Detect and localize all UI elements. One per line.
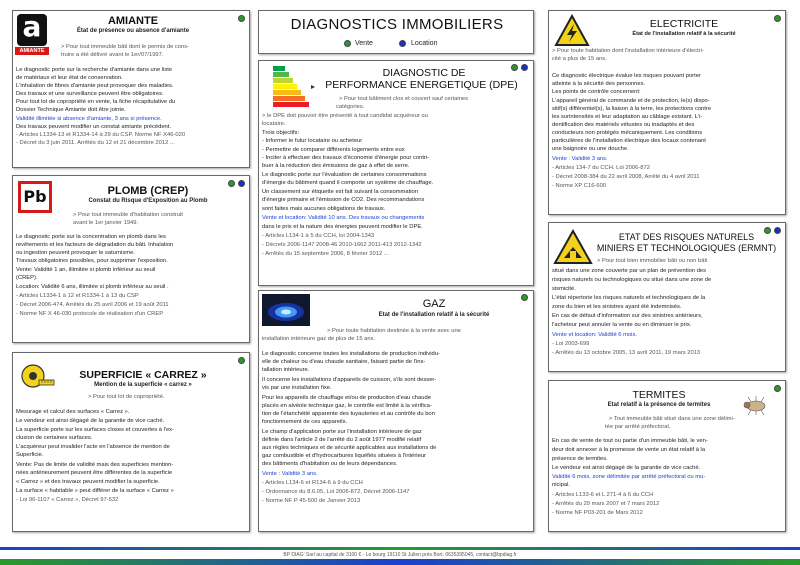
- electricite-line: les surintensités et leur adaptation au câblage existant. L'i-: [552, 114, 703, 120]
- electricite-line: Les points de contrôle concernent:: [552, 89, 641, 95]
- dpe-line: - Inciter à effectuer des travaux d'économie d'énergie pour contri-: [262, 155, 430, 161]
- superficie-title: SUPERFICIE « CARREZ »: [79, 369, 207, 381]
- ermnt-line: L'état répertorie les risques naturels et technologiques de la: [552, 295, 706, 301]
- electricite-subtitle: État de l'installation relatif à la sécurité: [632, 31, 736, 37]
- electricite-line: particulières de l'installation électrique des locaux contenant: [552, 138, 706, 144]
- dpe-line: d'énergie du bâtiment quand il comporte un système de chauffage.: [262, 180, 434, 186]
- termites-line: tée par arrêté préfectoral.: [605, 424, 671, 430]
- dpe-line: locataire.: [262, 121, 286, 127]
- plomb-subtitle: Constat du Risque d'Exposition au Plomb: [88, 198, 208, 204]
- plomb-section: [12, 175, 250, 343]
- gaz-line: fonctionnement de ces appareils.: [262, 419, 348, 425]
- dpe-line: - Informer le futur locataire ou acheteur: [262, 138, 363, 144]
- amiante-title: AMIANTE: [107, 15, 159, 27]
- amiante-subtitle: État de présence ou absence d'amiante: [76, 28, 190, 34]
- gaz-line: des bâtiments d'habitation ou de leurs dépendances.: [262, 461, 398, 467]
- vente-dot: [774, 15, 781, 22]
- gaz-line: Pour les appareils de chauffage et/ou de production d'eau chaude: [262, 395, 431, 401]
- gaz-line: tallation intérieure.: [262, 367, 310, 373]
- superficie-section: [12, 352, 250, 532]
- plomb-reference: - Articles L1334-1 à 12 et R1334-1 à 13 du CSP: [16, 293, 139, 299]
- location-dot: [521, 64, 528, 71]
- dpe-title-line2: PERFORMANCE ENERGETIQUE (DPE): [325, 79, 518, 91]
- amiante-reference: - Articles L1334-13 et R1334-14 à 29 du CSP. Norme NF X46-020: [16, 132, 186, 138]
- termites-line: > Tout immeuble bâti situé dans une zone délimi-: [609, 416, 735, 422]
- vente-dot: [238, 15, 245, 22]
- superficie-subtitle: Mention de la superficie « carrez »: [94, 382, 192, 388]
- amiante-line: L'inhalation de fibres d'amiante peut provoquer des maladies.: [16, 83, 174, 89]
- dpe-line: Trois objectifs:: [262, 130, 300, 136]
- vente-dot: [521, 294, 528, 301]
- plomb-reference: - Décret 2006-474, Arrêtés du 25 avril 2006 et 19 août 2011: [16, 302, 169, 308]
- legend-location-dot: [399, 40, 406, 47]
- footer-stripe: [0, 547, 800, 550]
- gaz-validity: Vente : Validité 3 ans.: [262, 471, 318, 477]
- termites-line: nicipal.: [552, 482, 571, 488]
- plomb-line: Le diagnostic porte sur la concentration en plomb dans les: [16, 234, 166, 240]
- electricite-line: une baignoire ou une douche.: [552, 146, 629, 152]
- legend-vente-dot: [344, 40, 351, 47]
- dpe-validity: Vente et location: Validité 10 ans. Des travaux ou changements: [262, 215, 425, 221]
- footer: [0, 547, 800, 565]
- amiante-line: de matériaux et leur état de conservation.: [16, 75, 123, 81]
- termites-title: TERMITES: [632, 389, 686, 401]
- ermnt-line: zone du bien et les sinistres ayant été indemnisés.: [552, 304, 682, 310]
- electricite-line: conducteurs non protégés mécaniquement. Les conditions: [552, 130, 703, 136]
- termites-reference: - Norme NF P03-201 de Mars 2012: [552, 510, 643, 516]
- ermnt-line: En cas de défaut d'information sur des sinistres antérieurs,: [552, 313, 703, 319]
- termites-validity: Validité 6 mois, zone délimitée par arrêté préfectoral ou mu-: [552, 474, 706, 480]
- ermnt-line: > Pour tout bien immobilier bâti ou non bâti: [597, 258, 708, 264]
- dpe-line: Le diagnostic porte sur l'évaluation de certaines consommations: [262, 172, 427, 178]
- termites-subtitle: Etat relatif à la présence de termites: [607, 402, 711, 408]
- amiante-line: > Pour tout immeuble bâti dont le permis de cons-: [61, 44, 190, 50]
- amiante-logo-icon: a AMIANTE: [15, 14, 49, 56]
- energy-label-icon: [271, 61, 315, 117]
- superficie-line: La surface « habitable » peut différer de la surface « Carrez »: [16, 488, 174, 494]
- plomb-line: ou ingestion peuvent provoquer le saturnisme.: [16, 250, 135, 256]
- dpe-reference: - Articles L134-1 à 5 du CCH, loi 2004-1343: [262, 233, 375, 239]
- dpe-reference: - Décrets 2006-1147 2008-46 2010-1662 2011-413 2012-1342: [262, 242, 422, 248]
- electricite-section: [548, 10, 786, 215]
- ermnt-reference: - Loi 2003-699: [552, 341, 590, 347]
- vente-dot: [774, 385, 781, 392]
- gaz-line: tion de l'étanchéité apparente des tuyauteries et au contrôle du bon: [262, 411, 435, 417]
- termites-line: présence de termites.: [552, 456, 608, 462]
- superficie-line: Mesurage et calcul des surfaces « Carrez ».: [16, 409, 130, 415]
- electricite-line: dentification des matériels vétustes ou inadaptés et des: [552, 122, 695, 128]
- gaz-line: Il concerne les installations d'appareils de cuisson, s'ils sont desser-: [262, 377, 437, 383]
- ermnt-line: l'acheteur peut annuler la vente ou en diminuer le prix.: [552, 322, 692, 328]
- plomb-line: Vente: Validité 1 an, illimitée si plomb inférieur au seuil: [16, 267, 156, 273]
- gaz-line: > Pour toute habitation destinée à la vente avec une: [327, 328, 461, 334]
- dpe-line: sont faites mais aucunes obligations de travaux.: [262, 206, 386, 212]
- superficie-line: nées antérieurement peuvent être différentes de la superficie: [16, 470, 173, 476]
- superficie-line: clusion de certaines surfaces.: [16, 435, 93, 441]
- dpe-title-line1: DIAGNOSTIC DE: [382, 67, 466, 79]
- ermnt-reference: - Arrêtés du 13 octobre 2005, 13 avril 2011, 19 mars 2013: [552, 350, 701, 356]
- electricite-reference: - Décret 2008-384 du 22 avril 2008, Arrêté du 4 avril 2011: [552, 174, 700, 180]
- gaz-subtitle: Etat de l'installation relatif à la sécurité: [378, 312, 490, 318]
- gaz-title: GAZ: [422, 298, 446, 310]
- electricite-line: cité a plus de 15 ans.: [552, 56, 607, 62]
- dpe-reference: - Arrêtés du 15 septembre 2006, 8 février 2012 ...: [262, 251, 389, 257]
- risk-warning-icon: [553, 229, 593, 265]
- superficie-line: L'acquéreur peut invalider l'acte en l'absence de mention de: [16, 444, 170, 450]
- vente-dot: [238, 357, 245, 364]
- gas-flame-icon: [262, 294, 310, 326]
- gaz-line: placés en alvéole technique gaz, le contrôle est limité à la vérifica-: [262, 403, 432, 409]
- ermnt-title-line1: ETAT DES RISQUES NATURELS: [618, 232, 755, 242]
- page-title: DIAGNOSTICS IMMOBILIERS: [290, 16, 504, 33]
- termites-reference: - Arrêtés du 29 mars 2007 et 7 mars 2012: [552, 501, 660, 507]
- plomb-line: > Pour tout immeuble d'habitation construit: [73, 212, 183, 218]
- ermnt-validity: Vente et location: Validité 6 mois.: [552, 332, 637, 338]
- termites-section: [548, 380, 786, 532]
- gaz-reference: - Articles L134-6 et R134-6 à 9 du CCH: [262, 480, 363, 486]
- tape-measure-icon: [19, 363, 55, 389]
- amiante-line: Dossier Technique Amiante doit être jointe.: [16, 107, 126, 113]
- gaz-line: elle de chaleur ou d'eau chaude sanitaire, faisant partie de l'ins-: [262, 359, 426, 365]
- ermnt-title-line2: MINIERS ET TECHNOLOGIQUES (ERMNT): [596, 243, 777, 253]
- dpe-line: Un classement sur étiquette est fait suivant la consommation: [262, 189, 418, 195]
- electricite-validity: Vente : Validité 3 ans.: [552, 156, 608, 162]
- footer-bottom-band: [0, 559, 800, 565]
- termites-line: deur doit annexer à la promesse de vente un état relatif à la: [552, 447, 706, 453]
- dpe-line: > Pour tout bâtiment clos et couvert sauf certaines: [339, 96, 469, 102]
- gaz-line: aux règles techniques et de sécurité applicables aux installations de: [262, 445, 437, 451]
- electricite-line: sitif(s) différentiel(s), la liaison à la terre, les protections contre: [552, 106, 712, 112]
- electricite-title: ELECTRICITE: [649, 18, 719, 30]
- plomb-reference: - Norme NF X 46-030 protocole de réalisation d'un CREP: [16, 311, 164, 317]
- electric-hazard-icon: [554, 14, 590, 47]
- electricite-line: atteinte à la sécurité des personnes.: [552, 81, 646, 87]
- dpe-line: > le DPE doit pouvoir être présenté à tout candidat acquéreur ou: [262, 113, 428, 119]
- amiante-line: Le diagnostic porte sur la recherche d'amiante dans une liste: [16, 67, 173, 73]
- gaz-line: installation intérieure gaz de plus de 15 ans.: [262, 336, 376, 342]
- electricite-line: > Pour toute habitation dont l'installation intérieure d'électri-: [552, 48, 704, 54]
- ermnt-section: [548, 222, 786, 372]
- dpe-line: dans le prix et la nature des énergies peuvent modifier le DPE.: [262, 224, 423, 230]
- gaz-line: définie dans l'article 2 de l'arrêté du 2 août 1977 modifié relatif: [262, 437, 422, 443]
- gaz-reference: - Norme NF P 45-500 de Janvier 2013: [262, 498, 361, 504]
- legend-location-label: Location: [411, 40, 438, 47]
- dpe-line: d'énergie primaire et l'émission de CO2. Des recommandations: [262, 197, 425, 203]
- gaz-line: Le champ d'application porte sur l'installation intérieure de gaz: [262, 429, 422, 435]
- amiante-line: Pour tout lot de copropriété en vente, la fiche récapitulative du: [16, 99, 176, 105]
- superficie-line: La superficie porte sur les surfaces closes et couvertes à l'ex-: [16, 427, 175, 433]
- electricite-reference: - Articles 134-7 du CCH. Loi 2006-872: [552, 165, 650, 171]
- superficie-line: > Pour tout lot de copropriété.: [88, 394, 165, 400]
- amiante-validity: Validité illimitée si absence d'amiante, 3 ans si présence.: [16, 116, 162, 122]
- plomb-line: avant le 1er janvier 1949.: [73, 220, 139, 226]
- location-dot: [238, 180, 245, 187]
- superficie-line: Superficie.: [16, 452, 44, 458]
- plomb-line: Travaux obligatoires possibles, pour supprimer l'exposition.: [16, 258, 168, 264]
- superficie-line: « Carrez » et des travaux peuvent modifier la superficie.: [16, 479, 160, 485]
- legend-vente-label: Vente: [355, 40, 373, 47]
- superficie-line: Vente: Pas de limite de validité mais des superficies mention-: [16, 462, 174, 468]
- plomb-title: PLOMB (CREP): [107, 185, 189, 197]
- dpe-line: - Permettre de comparer différents logements entre eux: [262, 147, 405, 153]
- amiante-line: truire a été délivré avant le 1er/07/1997.: [61, 52, 164, 58]
- electricite-line: Ce diagnostic électrique évalue les risques pouvant porter: [552, 73, 701, 79]
- termites-line: En cas de vente de tout ou partie d'un immeuble bâti, le ven-: [552, 438, 708, 444]
- amiante-line: Des travaux et une surveillance peuvent être obligatoires.: [16, 91, 164, 97]
- dpe-line: catégories.: [336, 104, 365, 110]
- amiante-section: [12, 10, 250, 168]
- gaz-line: vis par une installation fixe.: [262, 385, 332, 391]
- superficie-reference: - Loi 96-1107 « Carrez », Décret 97-532: [16, 497, 119, 503]
- superficie-line: Le vendeur est ainsi dégagé de la garantie de vice caché.: [16, 418, 165, 424]
- gaz-reference: - Ordonnance du 8.6.05, Loi 2006-872, Décret 2006-1147: [262, 489, 410, 495]
- electricite-reference: - Norme XP C16-600: [552, 183, 607, 189]
- gaz-line: Le diagnostic concerne toutes les installations de production individu-: [262, 351, 440, 357]
- plomb-line: (CREP).: [16, 275, 38, 281]
- termites-reference: - Articles L133-6 et L 271-4 à 6 du CCH: [552, 492, 654, 498]
- electricite-line: L'appareil général de commande et de protection, le(s) dispo-: [552, 98, 710, 104]
- footer-text: BP DIAG' Sarl au capital de 3100 € - Le bourg 19110 St Julien près Bort. 0635395045, contact@bpdiag.fr: [283, 552, 517, 558]
- plomb-logo-icon: Pb: [18, 181, 52, 213]
- termite-icon: [741, 394, 771, 416]
- gaz-line: gaz combustible et d'hydrocarbures liquéfiés situées à l'intérieur: [262, 453, 426, 459]
- dpe-section: [258, 60, 534, 286]
- amiante-line: Des travaux peuvent modifier un constat amiante précédent.: [16, 124, 171, 130]
- ermnt-line: risques naturels ou technologiques ou situé dans une zone de: [552, 277, 712, 283]
- termites-line: Le vendeur est ainsi dégagé de la garantie de vice caché.: [552, 465, 701, 471]
- plomb-line: revêtements et les facteurs de dégradation du bâti. Inhalation: [16, 242, 174, 248]
- dpe-line: buer à la réduction des émissions de gaz à effet de serre.: [262, 163, 410, 169]
- gaz-section: [258, 290, 534, 532]
- header-box: [258, 10, 534, 54]
- plomb-line: Location: Validité 6 ans, illimitée si plomb inférieur au seuil .: [16, 284, 169, 290]
- ermnt-line: situé dans une zone couverte par un plan de prévention des: [552, 268, 707, 274]
- amiante-reference: - Décret du 3 juin 2011. Arrêtés du 12 et 21 décembre 2012 ...: [16, 140, 175, 146]
- ermnt-line: sismicité.: [552, 286, 576, 292]
